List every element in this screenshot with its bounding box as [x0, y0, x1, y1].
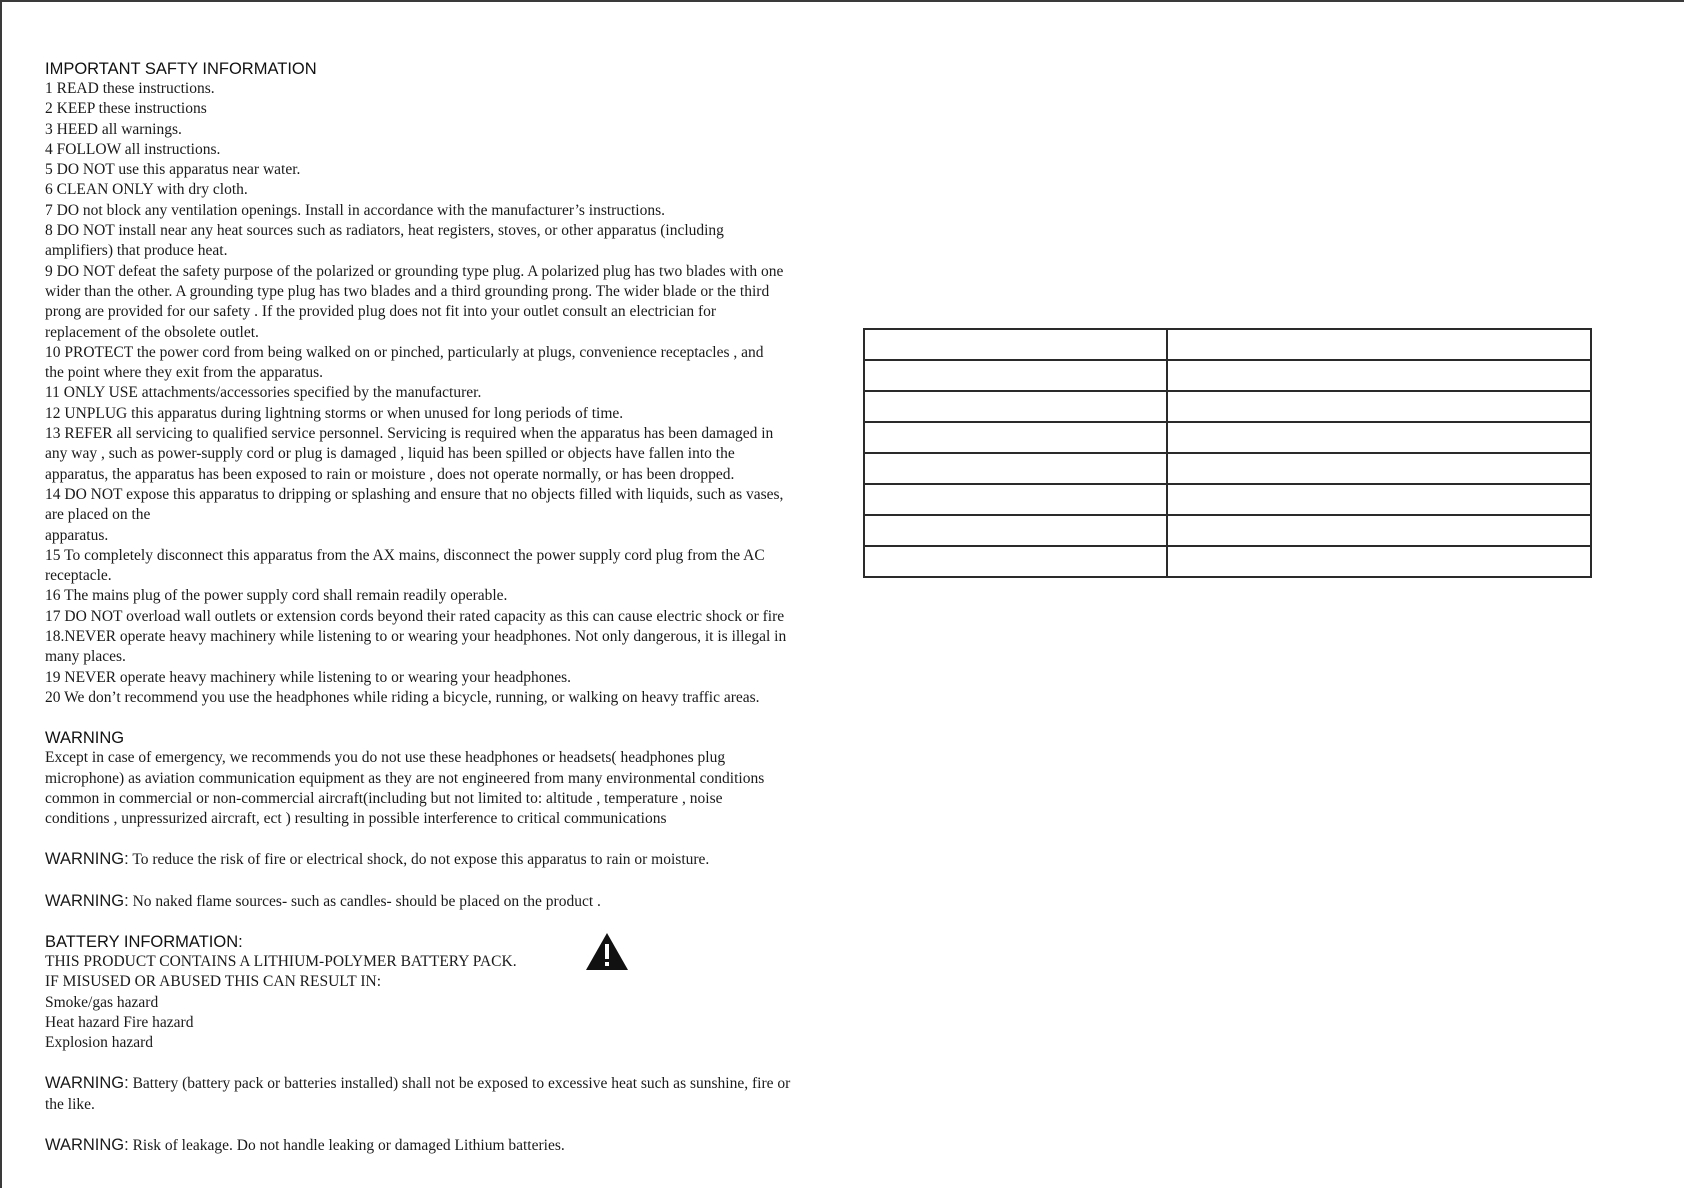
safety-line: 18.NEVER operate heavy machinery while listening to or wearing your headphones. Not only dangerous, it is illegal in: [45, 628, 787, 646]
table-cell: [864, 422, 1167, 453]
safety-line: 7 DO not block any ventilation openings. Install in accordance with the manufacturer’s instructions.: [45, 201, 665, 219]
battery-line: Explosion hazard: [45, 1034, 154, 1052]
safety-line: 10 PROTECT the power cord from being walked on or pinched, particularly at plugs, convenience receptacles , and: [45, 343, 764, 361]
safety-line: 6 CLEAN ONLY with dry cloth.: [45, 181, 248, 199]
table-cell: [1167, 360, 1591, 391]
table-cell: [1167, 453, 1591, 484]
table-cell: [1167, 329, 1591, 360]
table-cell: [1167, 391, 1591, 422]
safety-line: 12 UNPLUG this apparatus during lightning storms or when unused for long periods of time.: [45, 404, 624, 422]
warning-paragraph: [45, 748, 835, 829]
safety-line: 20 We don’t recommend you use the headphones while riding a bicycle, running, or walking on heavy traffic areas.: [45, 688, 760, 706]
safety-line: 15 To completely disconnect this apparatus from the AX mains, disconnect the power supply cord plug from the AC: [45, 546, 765, 564]
warning-rain-text: To reduce the risk of fire or electrical shock, do not expose this apparatus to rain or moisture.: [132, 851, 710, 869]
table-row: [864, 484, 1591, 515]
table-row: [864, 391, 1591, 422]
warning-flame: [45, 891, 835, 912]
battery-line: Heat hazard Fire hazard: [45, 1013, 194, 1031]
safety-document: [45, 59, 835, 1156]
safety-line: replacement of the obsolete outlet.: [45, 323, 259, 341]
safety-line: 14 DO NOT expose this apparatus to dripping or splashing and ensure that no objects filled with liquids, such as vases,: [45, 485, 784, 503]
safety-line: 3 HEED all warnings.: [45, 120, 182, 138]
safety-line: 13 REFER all servicing to qualified service personnel. Servicing is required when the apparatus has been damaged in: [45, 425, 774, 443]
battery-line: IF MISUSED OR ABUSED THIS CAN RESULT IN:: [45, 973, 382, 991]
safety-line: amplifiers) that produce heat.: [45, 242, 228, 260]
battery-section: [45, 932, 835, 1053]
warning-heat-text: Battery (battery pack or batteries installed) shall not be exposed to excessive heat such as sunshine, fire or: [132, 1075, 791, 1093]
table-cell: [864, 453, 1167, 484]
warning-line: common in commercial or non-commercial aircraft(including but not limited to: altitude , temperature , noise: [45, 789, 723, 807]
table-row: [864, 329, 1591, 360]
warning-line: microphone) as aviation communication equipment as they are not engineered from many environmental conditions: [45, 769, 765, 787]
table-cell: [864, 546, 1167, 577]
safety-line: 17 DO NOT overload wall outlets or extension cords beyond their rated capacity as this can cause electric shock or fire: [45, 607, 785, 625]
warning-leakage: [45, 1135, 835, 1156]
table-cell: [864, 360, 1167, 391]
battery-line: Smoke/gas hazard: [45, 993, 159, 1011]
warning-label: WARNING:: [45, 850, 129, 869]
warning-label: WARNING:: [45, 1074, 129, 1093]
table-cell: [864, 515, 1167, 546]
table-row: [864, 422, 1591, 453]
safety-line: 9 DO NOT defeat the safety purpose of the polarized or grounding type plug. A polarized plug has two blades with one: [45, 262, 784, 280]
warning-triangle-icon: [585, 932, 629, 972]
safety-line: 5 DO NOT use this apparatus near water.: [45, 161, 301, 179]
warning-leakage-text: Risk of leakage. Do not handle leaking or damaged Lithium batteries.: [132, 1137, 565, 1155]
warning-flame-text: No naked flame sources- such as candles- should be placed on the product .: [132, 892, 601, 910]
warning-label: WARNING:: [45, 1136, 129, 1155]
safety-line: 16 The mains plug of the power supply cord shall remain readily operable.: [45, 587, 508, 605]
warning-rain: [45, 849, 835, 870]
warning-heat: [45, 1073, 835, 1094]
safety-line: apparatus, the apparatus has been exposed to rain or moisture , does not operate normally, or has been dropped.: [45, 465, 735, 483]
table-row: [864, 546, 1591, 577]
table-cell: [1167, 515, 1591, 546]
warning-line: Except in case of emergency, we recommends you do not use these headphones or headsets( headphones plug: [45, 749, 726, 767]
battery-line: THIS PRODUCT CONTAINS A LITHIUM-POLYMER BATTERY PACK.: [45, 952, 517, 970]
safety-line: 4 FOLLOW all instructions.: [45, 140, 221, 158]
safety-line: apparatus.: [45, 526, 109, 544]
table-cell: [1167, 422, 1591, 453]
safety-line: 19 NEVER operate heavy machinery while listening to or wearing your headphones.: [45, 668, 571, 686]
warning-title: WARNING: [45, 729, 125, 748]
safety-line: any way , such as power-supply cord or plug is damaged , liquid has been spilled or objects have fallen into the: [45, 445, 735, 463]
safety-line: wider than the other. A grounding type plug has two blades and a third grounding prong. The wider blade or the third: [45, 282, 770, 300]
battery-title: BATTERY INFORMATION:: [45, 932, 243, 951]
table-cell: [1167, 546, 1591, 577]
table-cell: [1167, 484, 1591, 515]
warning-label: WARNING:: [45, 891, 129, 910]
warning-heat-cont: the like.: [45, 1095, 95, 1113]
table-cell: [864, 329, 1167, 360]
safety-title: IMPORTANT SAFTY INFORMATION: [45, 60, 317, 78]
safety-line: 2 KEEP these instructions: [45, 100, 207, 118]
safety-line: 1 READ these instructions.: [45, 80, 215, 97]
safety-line: 8 DO NOT install near any heat sources such as radiators, heat registers, stoves, or other apparatus (including: [45, 222, 724, 240]
table-row: [864, 453, 1591, 484]
safety-line: are placed on the: [45, 506, 151, 524]
table-row: [864, 360, 1591, 391]
safety-line: receptacle.: [45, 567, 112, 585]
safety-line: the point where they exit from the apparatus.: [45, 364, 324, 382]
safety-line: prong are provided for our safety . If the provided plug does not fit into your outlet consult an electrician for: [45, 303, 717, 321]
warning-line: conditions , unpressurized aircraft, ect ) resulting in possible interference to critical communications: [45, 810, 667, 828]
table-cell: [864, 391, 1167, 422]
spec-table: [863, 328, 1592, 578]
safety-line: 11 ONLY USE attachments/accessories specified by the manufacturer.: [45, 384, 482, 402]
table-row: [864, 515, 1591, 546]
safety-line: many places.: [45, 648, 126, 666]
table-cell: [864, 484, 1167, 515]
safety-list: [45, 79, 835, 708]
battery-list: [45, 952, 835, 1053]
